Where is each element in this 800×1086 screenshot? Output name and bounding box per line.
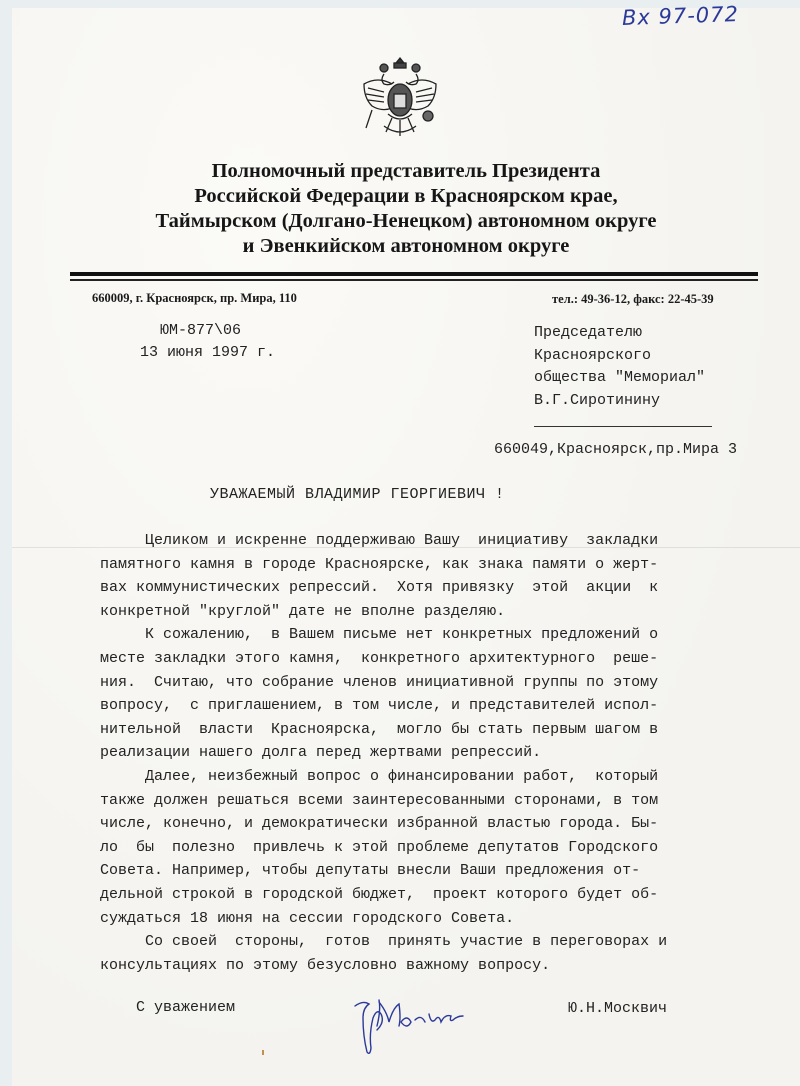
letter-date: 13 июня 1997 г. — [140, 344, 276, 361]
recipient-address: 660049,Красноярск,пр.Мира 3 — [494, 441, 738, 458]
body-line: Далее, неизбежный вопрос о финансировании работ, который — [100, 767, 659, 785]
recipient-block — [534, 322, 705, 412]
body-line: Со своей стороны, готов принять участие в переговорах и — [100, 933, 668, 951]
body-line: суждаться 18 июня на сессии городского Совета. — [100, 909, 515, 927]
org-line: Полномочный представитель Президента — [211, 160, 601, 182]
recipient-line: Красноярского — [534, 346, 652, 364]
body-line: ния. Считаю, что собрание членов инициативной группы по этому — [100, 673, 659, 691]
body-line: вах коммунистических репрессий. Хотя привязку этой акции к — [100, 579, 659, 597]
body-line: Целиком и искренне поддерживаю Вашу инициативу закладки — [100, 532, 659, 549]
handwritten-signature — [345, 988, 475, 1058]
recipient-line: Председателю — [534, 324, 643, 341]
sender-address: 660009, г. Красноярск, пр. Мира, 110 — [92, 291, 297, 305]
body-line: также должен решаться всеми заинтересованными сторонами, в том — [100, 791, 659, 809]
body-line: конкретной "круглой" дате не вполне разделяю. — [100, 602, 506, 620]
letterhead-divider-thick — [70, 272, 758, 276]
body-line: вопросу, с приглашением, в том числе, и представителей испол- — [100, 697, 659, 715]
body-line: числе, конечно, и демократически избранной властью города. Бы- — [100, 815, 659, 833]
signer-name: Ю.Н.Москвич — [568, 1000, 668, 1017]
body-line: памятного камня в городе Красноярске, как знака памяти о жерт- — [100, 555, 659, 573]
letter-body — [100, 529, 760, 977]
body-line: нительной власти Красноярска, могло бы стать первым шагом в — [100, 720, 659, 738]
body-line: Совета. Например, чтобы депутаты внесли Ваши предложения от- — [100, 862, 641, 880]
paper-stain — [262, 1050, 264, 1055]
body-line: реализации нашего долга перед жертвами репрессий. — [100, 744, 542, 762]
sender-phone-fax: тел.: 49-36-12, факс: 22-45-39 — [552, 292, 714, 306]
body-line: месте закладки этого камня, конкретного архитектурного реше- — [100, 649, 659, 667]
closing: С уважением — [136, 999, 236, 1016]
body-line: ло бы полезно привлечь к этой проблеме депутатов Городского — [100, 838, 659, 856]
org-line: и Эвенкийском автономном округе — [242, 235, 570, 257]
reference-number: ЮМ-877\06 — [160, 322, 242, 339]
org-line: Таймырском (Долгано-Ненецком) автономном округе — [155, 210, 657, 232]
body-line: консультациях по этому безусловно важному вопросу. — [100, 956, 551, 974]
salutation: УВАЖАЕМЫЙ ВЛАДИМИР ГЕОРГИЕВИЧ ! — [210, 486, 505, 503]
letterhead-divider-thin — [70, 279, 758, 281]
organization-name — [100, 159, 712, 259]
org-line: Российской Федерации в Красноярском крае, — [194, 185, 618, 207]
recipient-line: общества "Мемориал" — [534, 369, 706, 386]
recipient-underline — [534, 426, 712, 427]
coat-of-arms-icon — [358, 54, 442, 142]
archive-handwritten-mark: Вх 97-072 — [621, 1, 740, 31]
body-line: К сожалению, в Вашем письме нет конкретных предложений о — [100, 626, 659, 644]
recipient-line: В.Г.Сиротинину — [534, 391, 661, 409]
body-line: дельной строкой в городской бюджет, проект которого будет об- — [100, 885, 659, 903]
